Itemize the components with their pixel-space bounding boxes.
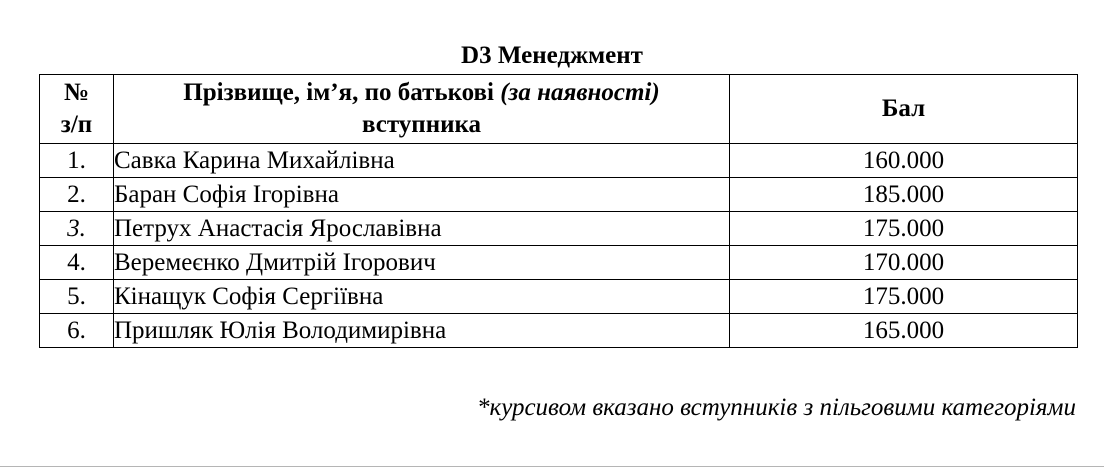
row-number: 6.	[40, 314, 114, 348]
row-number: 4.	[40, 246, 114, 280]
row-score: 175.000	[730, 212, 1078, 246]
document-title: D3 Менеджмент	[461, 42, 643, 69]
header-name	[114, 75, 730, 144]
table-row	[40, 212, 1078, 246]
row-score: 175.000	[730, 280, 1078, 314]
row-name: Баран Софія Ігорівна	[114, 178, 730, 212]
row-name: Кінащук Софія Сергіївна	[114, 280, 730, 314]
table-row	[40, 178, 1078, 212]
header-name-italic: (за наявності)	[500, 79, 660, 106]
page-divider	[0, 466, 1104, 467]
table-header-row	[40, 75, 1078, 144]
row-score: 165.000	[730, 314, 1078, 348]
row-score: 185.000	[730, 178, 1078, 212]
row-name: Савка Карина Михайлівна	[114, 144, 730, 178]
table-row	[40, 144, 1078, 178]
row-number: 3.	[40, 212, 114, 246]
header-number	[40, 75, 114, 144]
row-name: Петрух Анастасія Ярославівна	[114, 212, 730, 246]
row-name: Пришляк Юлія Володимирівна	[114, 314, 730, 348]
header-name-line2: вступника	[361, 111, 482, 138]
table-row	[40, 280, 1078, 314]
row-number: 2.	[40, 178, 114, 212]
row-score: 160.000	[730, 144, 1078, 178]
header-name-main: Прізвище, ім’я, по батькові	[183, 79, 501, 106]
row-number: 5.	[40, 280, 114, 314]
header-number-abbrev: з/п	[60, 111, 93, 138]
results-table	[39, 74, 1078, 348]
row-score: 170.000	[730, 246, 1078, 280]
row-name: Веремеєнко Дмитрій Ігорович	[114, 246, 730, 280]
header-score: Бал	[730, 75, 1078, 144]
table-row	[40, 314, 1078, 348]
row-number: 1.	[40, 144, 114, 178]
header-number-symbol: №	[63, 79, 90, 106]
table-row	[40, 246, 1078, 280]
footnote: *курсивом вказано вступників з пільговими категоріями	[477, 394, 1076, 421]
